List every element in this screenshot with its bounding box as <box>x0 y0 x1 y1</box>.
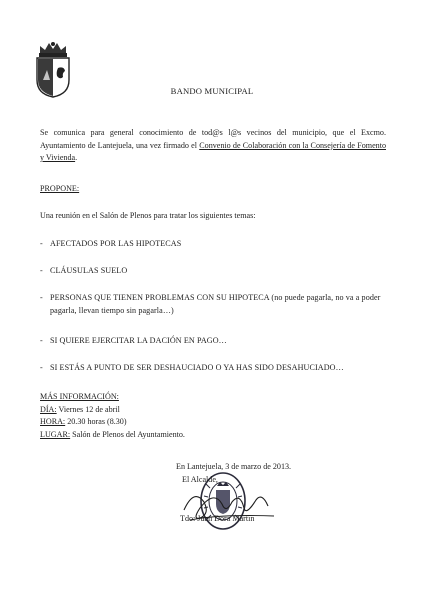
list-dash: - <box>40 363 43 372</box>
closing-role: El Alcalde, <box>182 475 218 484</box>
intro-convenio: Convenio de Colaboración con la Consejería de Fomento y Vivienda <box>40 140 386 162</box>
info-dia-value: Viernes 12 de abril <box>56 404 120 414</box>
info-hora-label: HORA: <box>40 417 66 426</box>
info-lugar-value: Salón de Plenos del Ayuntamiento. <box>70 429 185 439</box>
list-item <box>40 292 386 317</box>
propone-heading: PROPONE: <box>40 184 80 193</box>
list-item <box>40 362 386 375</box>
list-item-text: AFECTADOS POR LAS HIPOTECAS <box>50 239 182 248</box>
list-item-text: PERSONAS QUE TIENEN PROBLEMAS CON SU HIPOTECA (no puede pagarla, no va a poder pagarla, llevan tiempo sin pagarla…) <box>50 293 381 315</box>
list-item <box>40 265 386 278</box>
list-dash: - <box>40 293 43 302</box>
list-item <box>40 238 386 251</box>
list-item-text: SI ESTÁS A PUNTO DE SER DESHAUCIADO O YA HAS SIDO DESAHUCIADO… <box>50 363 344 372</box>
more-info-heading: MÁS INFORMACIÓN: <box>40 392 119 401</box>
info-hora <box>40 416 185 429</box>
intro-text-part1: Se comunica para general conocimiento de tod@s l@s vecinos del municipio, que el Excmo. Ayuntamiento de Lantejuela, una vez firmado el <box>40 128 386 150</box>
document-title: BANDO MUNICIPAL <box>170 86 254 96</box>
info-lugar-label: LUGAR: <box>40 429 71 439</box>
intro-text-part2: . <box>75 153 78 162</box>
more-info-block <box>40 391 185 441</box>
list-item <box>40 335 386 348</box>
intro-paragraph <box>40 127 386 165</box>
list-dash: - <box>40 336 43 345</box>
list-dash: - <box>40 239 43 248</box>
signatory-name: Tdo: Juan Dora Martín <box>180 514 255 523</box>
list-item-text: SI QUIERE EJERCITAR LA DACIÓN EN PAGO… <box>50 336 227 345</box>
list-item-text: CLÁUSULAS SUELO <box>50 266 128 275</box>
info-lugar <box>40 429 185 442</box>
list-dash: - <box>40 266 43 275</box>
info-dia-label: DÍA: <box>40 404 57 414</box>
info-hora-value: 20.30 horas (8.30) <box>65 417 127 426</box>
reunion-text: Una reunión en el Salón de Plenos para tratar los siguientes temas: <box>40 211 256 220</box>
info-dia <box>40 404 185 417</box>
closing-date: En Lantejuela, 3 de marzo de 2013. <box>176 462 292 471</box>
